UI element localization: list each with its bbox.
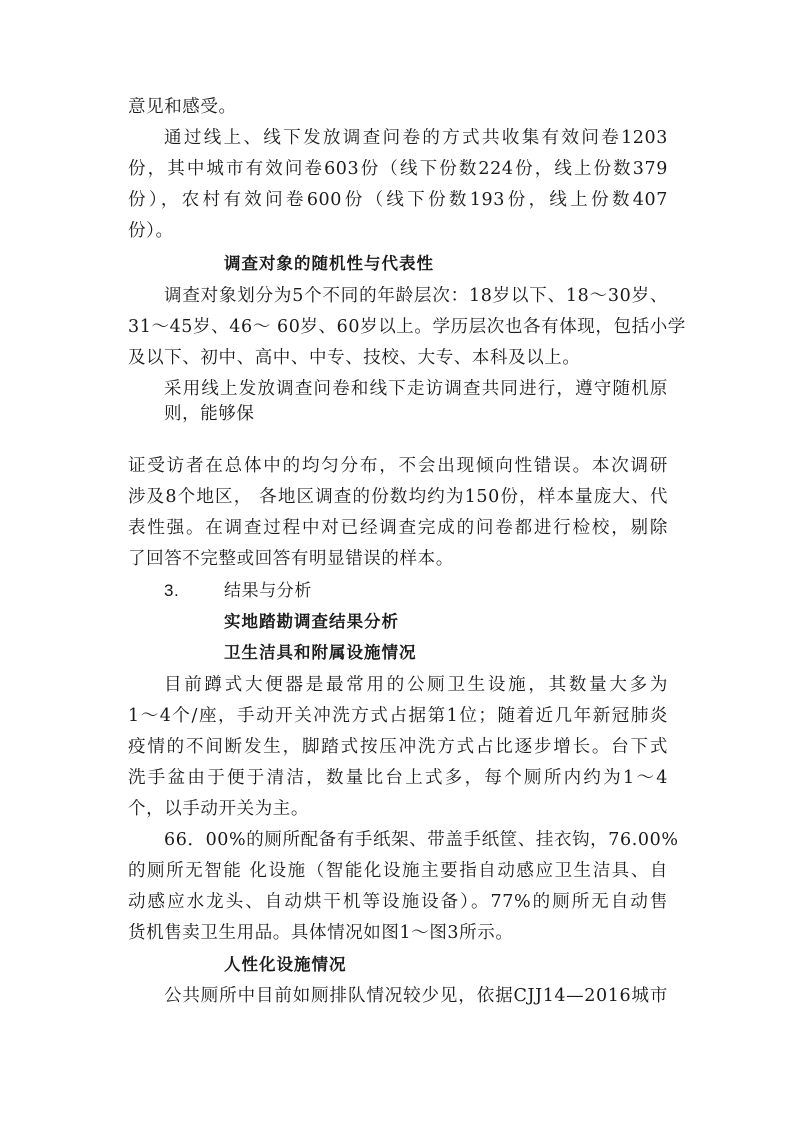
paragraph-line: 通过线上、线下发放调查问卷的方式共收集有效问卷1203 <box>164 128 668 148</box>
paragraph-line: 洗手盆由于便于清洁，数量比台上式多，每个厕所内约为1～4 <box>128 768 668 788</box>
subsection-heading: 实地踏勘调查结果分析 <box>224 612 399 631</box>
paragraph-line: 证受访者在总体中的均匀分布，不会出现倾向性错误。本次调研 <box>128 456 668 476</box>
paragraph-line: 表性强。在调查过程中对已经调查完成的问卷都进行检校，剔除 <box>128 518 668 538</box>
paragraph-line: 疫情的不间断发生，脚踏式按压冲洗方式占比逐步增长。台下式 <box>128 737 668 757</box>
paragraph-line: 份，其中城市有效问卷603份（线下份数224份，线上份数379 <box>128 159 668 179</box>
paragraph-line: 了回答不完整或回答有明显错误的样本。 <box>128 549 454 569</box>
paragraph-line: 份），农村有效问卷600份（线下份数193份，线上份数407 <box>128 190 668 210</box>
paragraph-line: 的厕所无智能 化设施（智能化设施主要指自动感应卫生洁具、自 <box>128 861 668 881</box>
paragraph-line: 1～4个/座，手动开关冲洗方式占据第1位；随着近几年新冠肺炎 <box>128 706 668 726</box>
paragraph-line: 66．00%的厕所配备有手纸架、带盖手纸筐、挂衣钩，76.00% <box>164 830 679 850</box>
paragraph-line: 个，以手动开关为主。 <box>128 799 309 819</box>
section-title: 结果与分析 <box>224 581 312 600</box>
paragraph-line: 则，能够保 <box>164 404 255 424</box>
paragraph-line: 货机售卖卫生用品。具体情况如图1～图3所示。 <box>128 923 514 943</box>
paragraph-line: 及以下、初中、高中、中专、技校、大专、本科及以上。 <box>128 348 581 368</box>
paragraph-line: 采用线上发放调查问卷和线下走访调查共同进行，遵守随机原 <box>164 379 668 399</box>
paragraph-line: 涉及8个地区， 各地区调查的份数均约为150份，样本量庞大、代 <box>128 487 668 507</box>
paragraph-line: 公共厕所中目前如厕排队情况较少见，依据CJJ14—2016城市 <box>164 986 668 1006</box>
paragraph-line: 31～45岁、46～ 60岁、60岁以上。学历层次也各有体现，包括小学 <box>128 317 686 337</box>
paragraph-line: 调查对象划分为5个不同的年龄层次：18岁以下、18～30岁、 <box>164 286 668 306</box>
subsection-heading: 人性化设施情况 <box>224 955 347 974</box>
section-heading: 调查对象的随机性与代表性 <box>224 254 434 273</box>
paragraph-line: 目前蹲式大便器是最常用的公厕卫生设施，其数量大多为 <box>164 675 668 695</box>
subsection-heading: 卫生洁具和附属设施情况 <box>224 643 417 662</box>
paragraph-line: 份）。 <box>128 221 174 241</box>
paragraph-line: 意见和感受。 <box>128 97 237 117</box>
section-number: 3. <box>164 581 180 600</box>
paragraph-line: 动感应水龙头、自动烘干机等设施设备）。77%的厕所无自动售 <box>128 892 668 912</box>
